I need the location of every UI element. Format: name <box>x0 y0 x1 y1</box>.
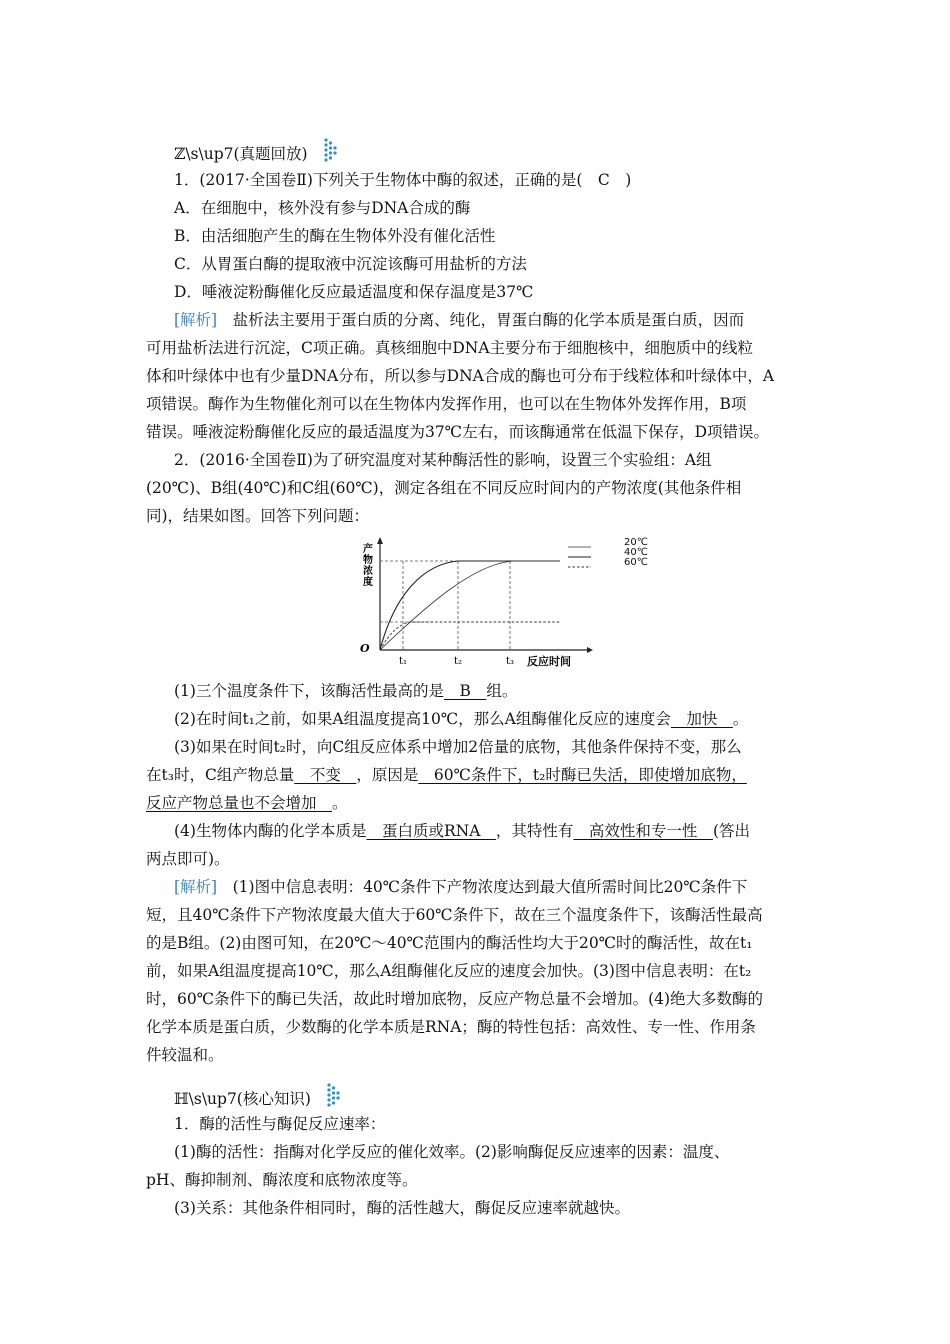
q1-analysis-line-1: [解析] 盐析法主要用于蛋白质的分离、纯化，胃蛋白酶的化学本质是蛋白质，因而 <box>174 311 745 329</box>
q2-sub4-line2: 两点即可)。 <box>146 850 230 868</box>
origin-label: O <box>360 642 370 655</box>
core-p2: (3)关系：其他条件相同时，酶的活性越大，酶促反应速率就越快。 <box>174 1199 630 1217</box>
q2-sub4-line1: (4)生物体内酶的化学本质是 蛋白质或RNA ，其特性有 高效性和专一性 (答出 <box>174 822 750 840</box>
q1-analysis-line-4: 项错误。酶作为生物催化剂可以在生物体内发挥作用，也可以在生物体外发挥作用，B项 <box>146 395 747 413</box>
series-40c-line <box>380 561 560 650</box>
q2-sub3-line1: (3)如果在时间t₂时，向C组反应体系中增加2倍量的底物，其他条件保持不变，那么 <box>174 738 742 756</box>
answer-blank: 加快 <box>670 710 733 728</box>
tick-t1: t₁ <box>399 656 408 667</box>
tick-t2: t₂ <box>454 656 463 667</box>
analysis-tag: [解析] <box>174 311 218 329</box>
question-2-stem-1: 2．(2016·全国卷Ⅱ)为了研究温度对某种酶活性的影响，设置三个实验组：A组 <box>174 451 712 469</box>
q2-analysis-line-6: 化学本质是蛋白质，少数酶的化学本质是RNA；酶的特性包括：高效性、专一性、作用条 <box>146 1018 756 1036</box>
answer-blank: 高效性和专一性 <box>573 822 713 840</box>
question-2-stem-3: 同)，结果如图。回答下列问题： <box>146 507 370 525</box>
q2-sub3-line2: 在t₃时，C组产物总量 不变 ，原因是 60℃条件下，t₂时酶已失活，即使增加底物， <box>146 766 747 784</box>
q2-sub1: (1)三个温度条件下，该酶活性最高的是 B 组。 <box>174 682 518 700</box>
enzyme-product-chart <box>355 532 595 672</box>
y-axis-label-char: 浓 <box>363 566 373 577</box>
answer-blank: 不变 <box>294 766 357 784</box>
q2-sub3-line3: 反应产物总量也不会增加 。 <box>146 794 348 812</box>
question-1-stem: 1．(2017·全国卷Ⅱ)下列关于生物体中酶的叙述，正确的是( C ) <box>174 171 632 189</box>
question-2-stem-2: (20℃)、B组(40℃)和C组(60℃)，测定各组在不同反应时间内的产物浓度(其他条件相 <box>146 479 742 497</box>
q1-option-b: B．由活细胞产生的酶在生物体外没有催化活性 <box>174 227 496 245</box>
section-header-review <box>174 138 338 169</box>
q1-option-a: A．在细胞中，核外没有参与DNA合成的酶 <box>174 199 471 217</box>
q2-analysis-line-7: 件较温和。 <box>146 1046 224 1064</box>
answer-blank: 反应产物总量也不会增加 <box>146 794 333 812</box>
q1-analysis-line-3: 体和叶绿体中也有少量DNA分布，所以参与DNA合成的酶也可分布于线粒体和叶绿体中，A <box>146 367 775 385</box>
dotted-triangle-icon <box>327 1083 341 1114</box>
q1-analysis-line-2: 可用盐析法进行沉淀，C项正确。真核细胞中DNA主要分布于细胞核中，细胞质中的线粒 <box>146 339 754 357</box>
y-axis-label-char: 物 <box>363 555 373 566</box>
answer-blank: B <box>443 682 487 700</box>
section-label: ℤ\s\up7(真题回放) <box>174 144 308 163</box>
q1-option-d: D．唾液淀粉酶催化反应最适温度和保存温度是37℃ <box>174 283 534 301</box>
q2-analysis-line-3: 的是B组。(2)由图可知，在20℃～40℃范围内的酶活性均大于20℃时的酶活性，故在t₁ <box>146 934 753 952</box>
q1-analysis-line-5: 错误。唾液淀粉酶催化反应的最适温度为37℃左右，而该酶通常在低温下保存，D项错误。 <box>146 423 769 441</box>
chart-legend <box>569 538 648 568</box>
y-axis-label-char: 产 <box>363 544 373 555</box>
analysis-tag: [解析] <box>174 878 218 896</box>
core-title: 1．酶的活性与酶促反应速率： <box>174 1115 386 1133</box>
y-axis-arrow <box>377 537 383 544</box>
q2-sub2: (2)在时间t₁之前，如果A组温度提高10℃，那么A组酶催化反应的速度会 加快 。 <box>174 710 749 728</box>
x-axis-label: 反应时间 <box>527 655 571 668</box>
q2-analysis-line-5: 时，60℃条件下的酶已失活，故此时增加底物，反应产物总量不会增加。(4)绝大多数酶的 <box>146 990 764 1008</box>
core-p1-line1: (1)酶的活性：指酶对化学反应的催化效率。(2)影响酶促反应速率的因素：温度、 <box>174 1143 730 1161</box>
legend-60c: 60℃ <box>624 557 648 568</box>
section-label: ℍ\s\up7(核心知识) <box>174 1089 311 1108</box>
tick-t3: t₃ <box>506 656 515 667</box>
answer-blank: 蛋白质或RNA <box>366 822 496 840</box>
q1-option-c: C．从胃蛋白酶的提取液中沉淀该酶可用盐析的方法 <box>174 255 527 273</box>
x-axis-arrow <box>587 647 593 653</box>
q2-analysis-line-2: 短，且40℃条件下产物浓度最大值大于60℃条件下，故在三个温度条件下，该酶活性最高 <box>146 906 763 924</box>
y-axis-label <box>363 542 373 588</box>
dotted-triangle-icon <box>324 138 338 169</box>
series-20c-line <box>380 561 560 650</box>
legend-40c: 40℃ <box>624 547 648 558</box>
legend-20c: 20℃ <box>624 537 648 548</box>
section-header-core <box>174 1083 341 1114</box>
q2-analysis-line-4: 前，如果A组温度提高10℃，那么A组酶催化反应的速度会加快。(3)图中信息表明：在t₂ <box>146 962 752 980</box>
core-p1-line2: pH、酶抑制剂、酶浓度和底物浓度等。 <box>146 1171 418 1189</box>
series-60c-line <box>380 622 560 650</box>
y-axis-label-char: 度 <box>363 577 373 588</box>
q2-analysis-line-1: [解析] (1)图中信息表明：40℃条件下产物浓度达到最大值所需时间比20℃条件下 <box>174 878 748 896</box>
answer-blank: 60℃条件下，t₂时酶已失活，即使增加底物， <box>418 766 747 784</box>
